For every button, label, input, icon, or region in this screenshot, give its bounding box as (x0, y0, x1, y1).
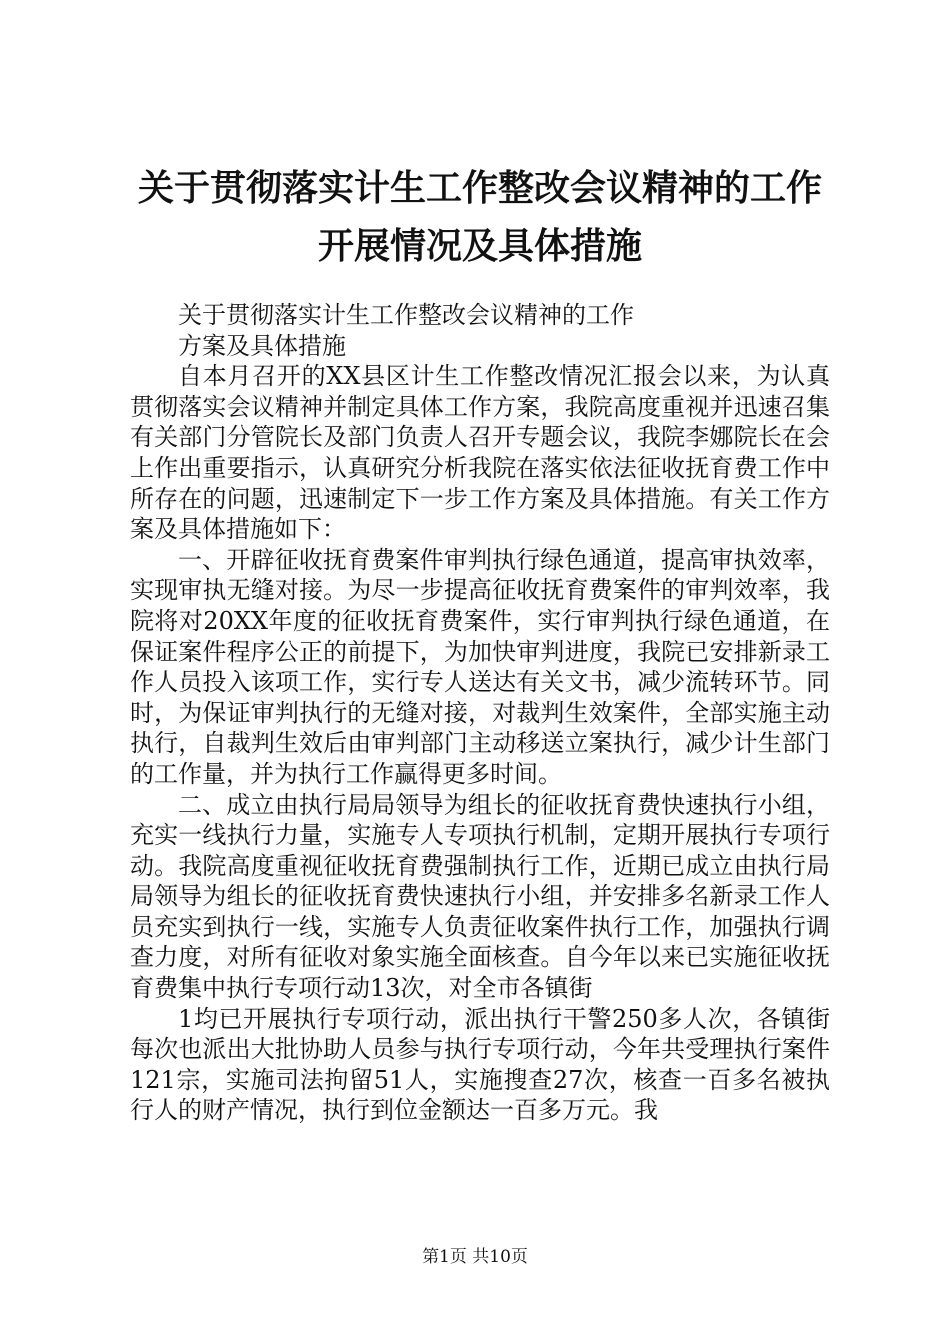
document-body (130, 300, 830, 1126)
paragraph-continued: 1均已开展执行专项行动，派出执行干警250多人次，各镇街每次也派出大批协助人员参与执行专项行动，今年共受理执行案件121宗，实施司法拘留51人，实施搜查27次，核查一百多名被执行人的财产情况，执行到位金额达一百多万元。我 (130, 1004, 830, 1125)
paragraph-intro: 自本月召开的XX县区计生工作整改情况汇报会以来，为认真贯彻落实会议精神并制定具体工作方案，我院高度重视并迅速召集有关部门分管院长及部门负责人召开专题会议，我院李娜院长在会上作出重要指示，认真研究分析我院在落实依法征收抚育费工作中所存在的问题，迅速制定下一步工作方案及具体措施。有关工作方案及具体措施如下： (130, 362, 830, 544)
subtitle-line-1: 关于贯彻落实计生工作整改会议精神的工作 (178, 301, 634, 329)
page-number: 第1页 共10页 (422, 1247, 528, 1267)
paragraph-section-2: 二、成立由执行局局领导为组长的征收抚育费快速执行小组，充实一线执行力量，实施专人专项执行机制，定期开展执行专项行动。我院高度重视征收抚育费强制执行工作，近期已成立由执行局局领导为组长的征收抚育费快速执行小组，并安排多名新录工作人员充实到执行一线，实施专人负责征收案件执行工作，加强执行调查力度，对所有征收对象实施全面核查。自今年以来已实施征收抚育费集中执行专项行动13次，对全市各镇街 (130, 790, 830, 1003)
document-title: 关于贯彻落实计生工作整改会议精神的工作开展情况及具体措施 (137, 168, 822, 267)
paragraph-section-1: 一、开辟征收抚育费案件审判执行绿色通道，提高审执效率，实现审执无缝对接。为尽一步提高征收抚育费案件的审判效率，我院将对20XX年度的征收抚育费案件，实行审判执行绿色通道，在保证案件程序公正的前提下，为加快审判进度，我院已安排新录工作人员投入该项工作，实行专人送达有关文书，减少流转环节。同时，为保证审判执行的无缝对接，对裁判生效案件，全部实施主动执行，自裁判生效后由审判部门主动移送立案执行，减少计生部门的工作量，并为执行工作赢得更多时间。 (130, 545, 830, 788)
subtitle-line-2: 方案及具体措施 (178, 331, 346, 360)
